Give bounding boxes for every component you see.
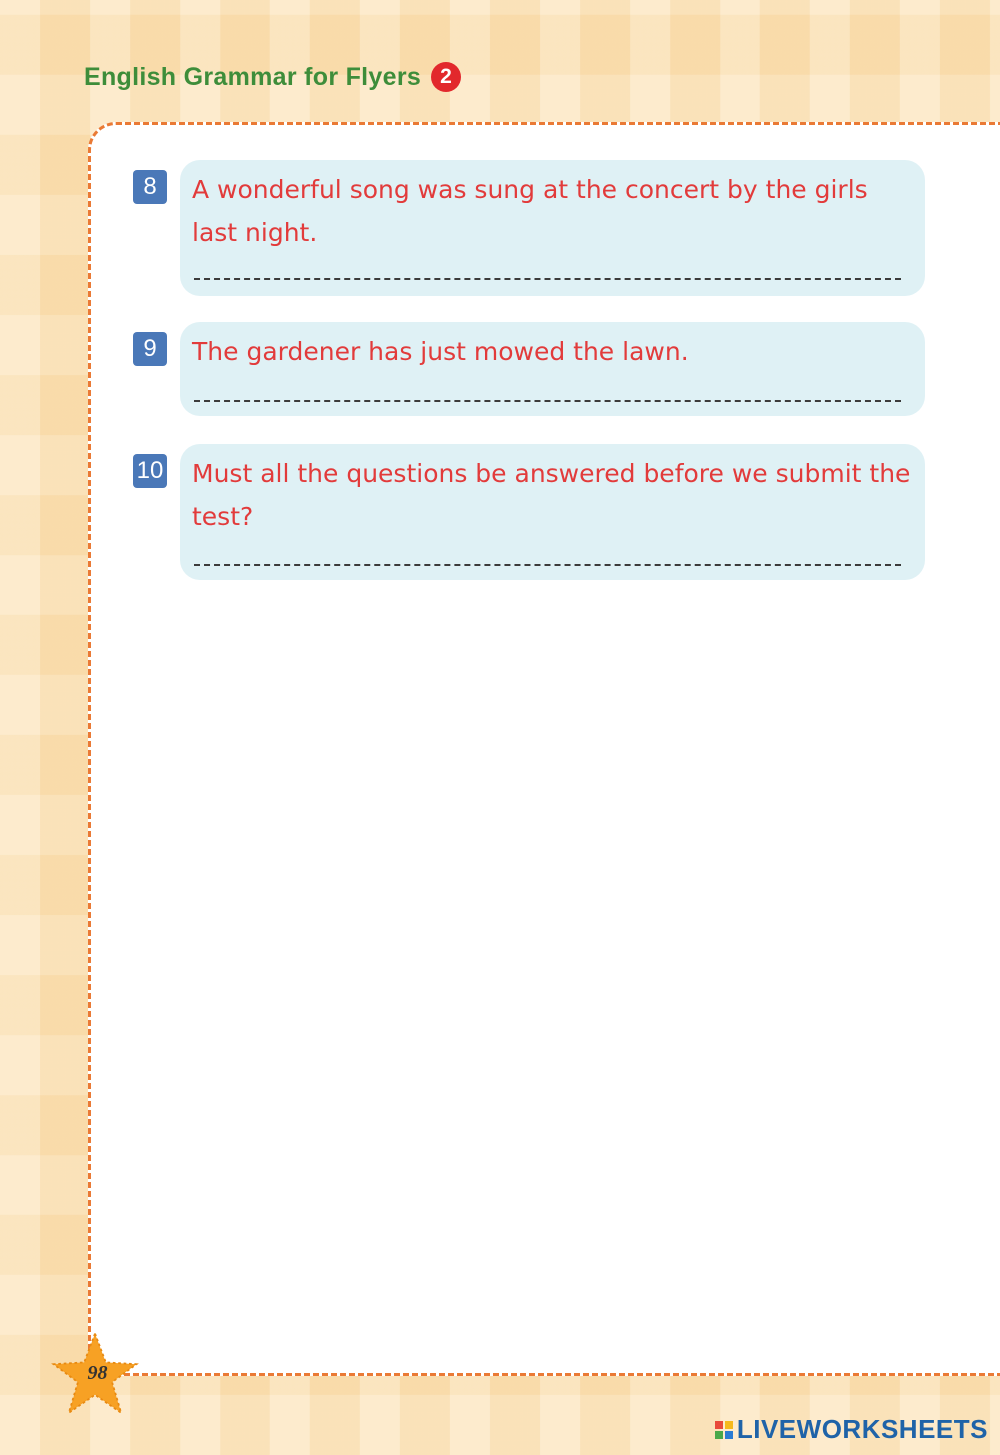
- book-title-text: English Grammar for Flyers: [84, 62, 422, 91]
- exercise-panel: [88, 122, 1000, 1376]
- question-text-8: A wonderful song was sung at the concert by the girls last night.: [192, 175, 868, 247]
- question-card-10: [180, 444, 925, 580]
- question-text-10: Must all the questions be answered before we submit the test?: [192, 459, 911, 531]
- question-text-9: The gardener has just mowed the lawn.: [192, 337, 689, 366]
- book-title: [84, 62, 461, 92]
- question-number-9: 9: [133, 332, 167, 366]
- liveworksheets-logo[interactable]: [715, 1414, 988, 1445]
- page-number: 98: [87, 1362, 108, 1384]
- question-card-8: [180, 160, 925, 296]
- question-number-8: 8: [133, 170, 167, 204]
- logo-text: LIVEWORKSHEETS: [736, 1414, 988, 1444]
- answer-line-9[interactable]: [194, 400, 901, 402]
- logo-grid-icon: [715, 1421, 733, 1439]
- question-number-10: 10: [133, 454, 167, 488]
- question-card-9: [180, 322, 925, 416]
- answer-line-8[interactable]: [194, 278, 901, 280]
- answer-line-10[interactable]: [194, 564, 901, 566]
- book-number-badge: 2: [431, 62, 461, 92]
